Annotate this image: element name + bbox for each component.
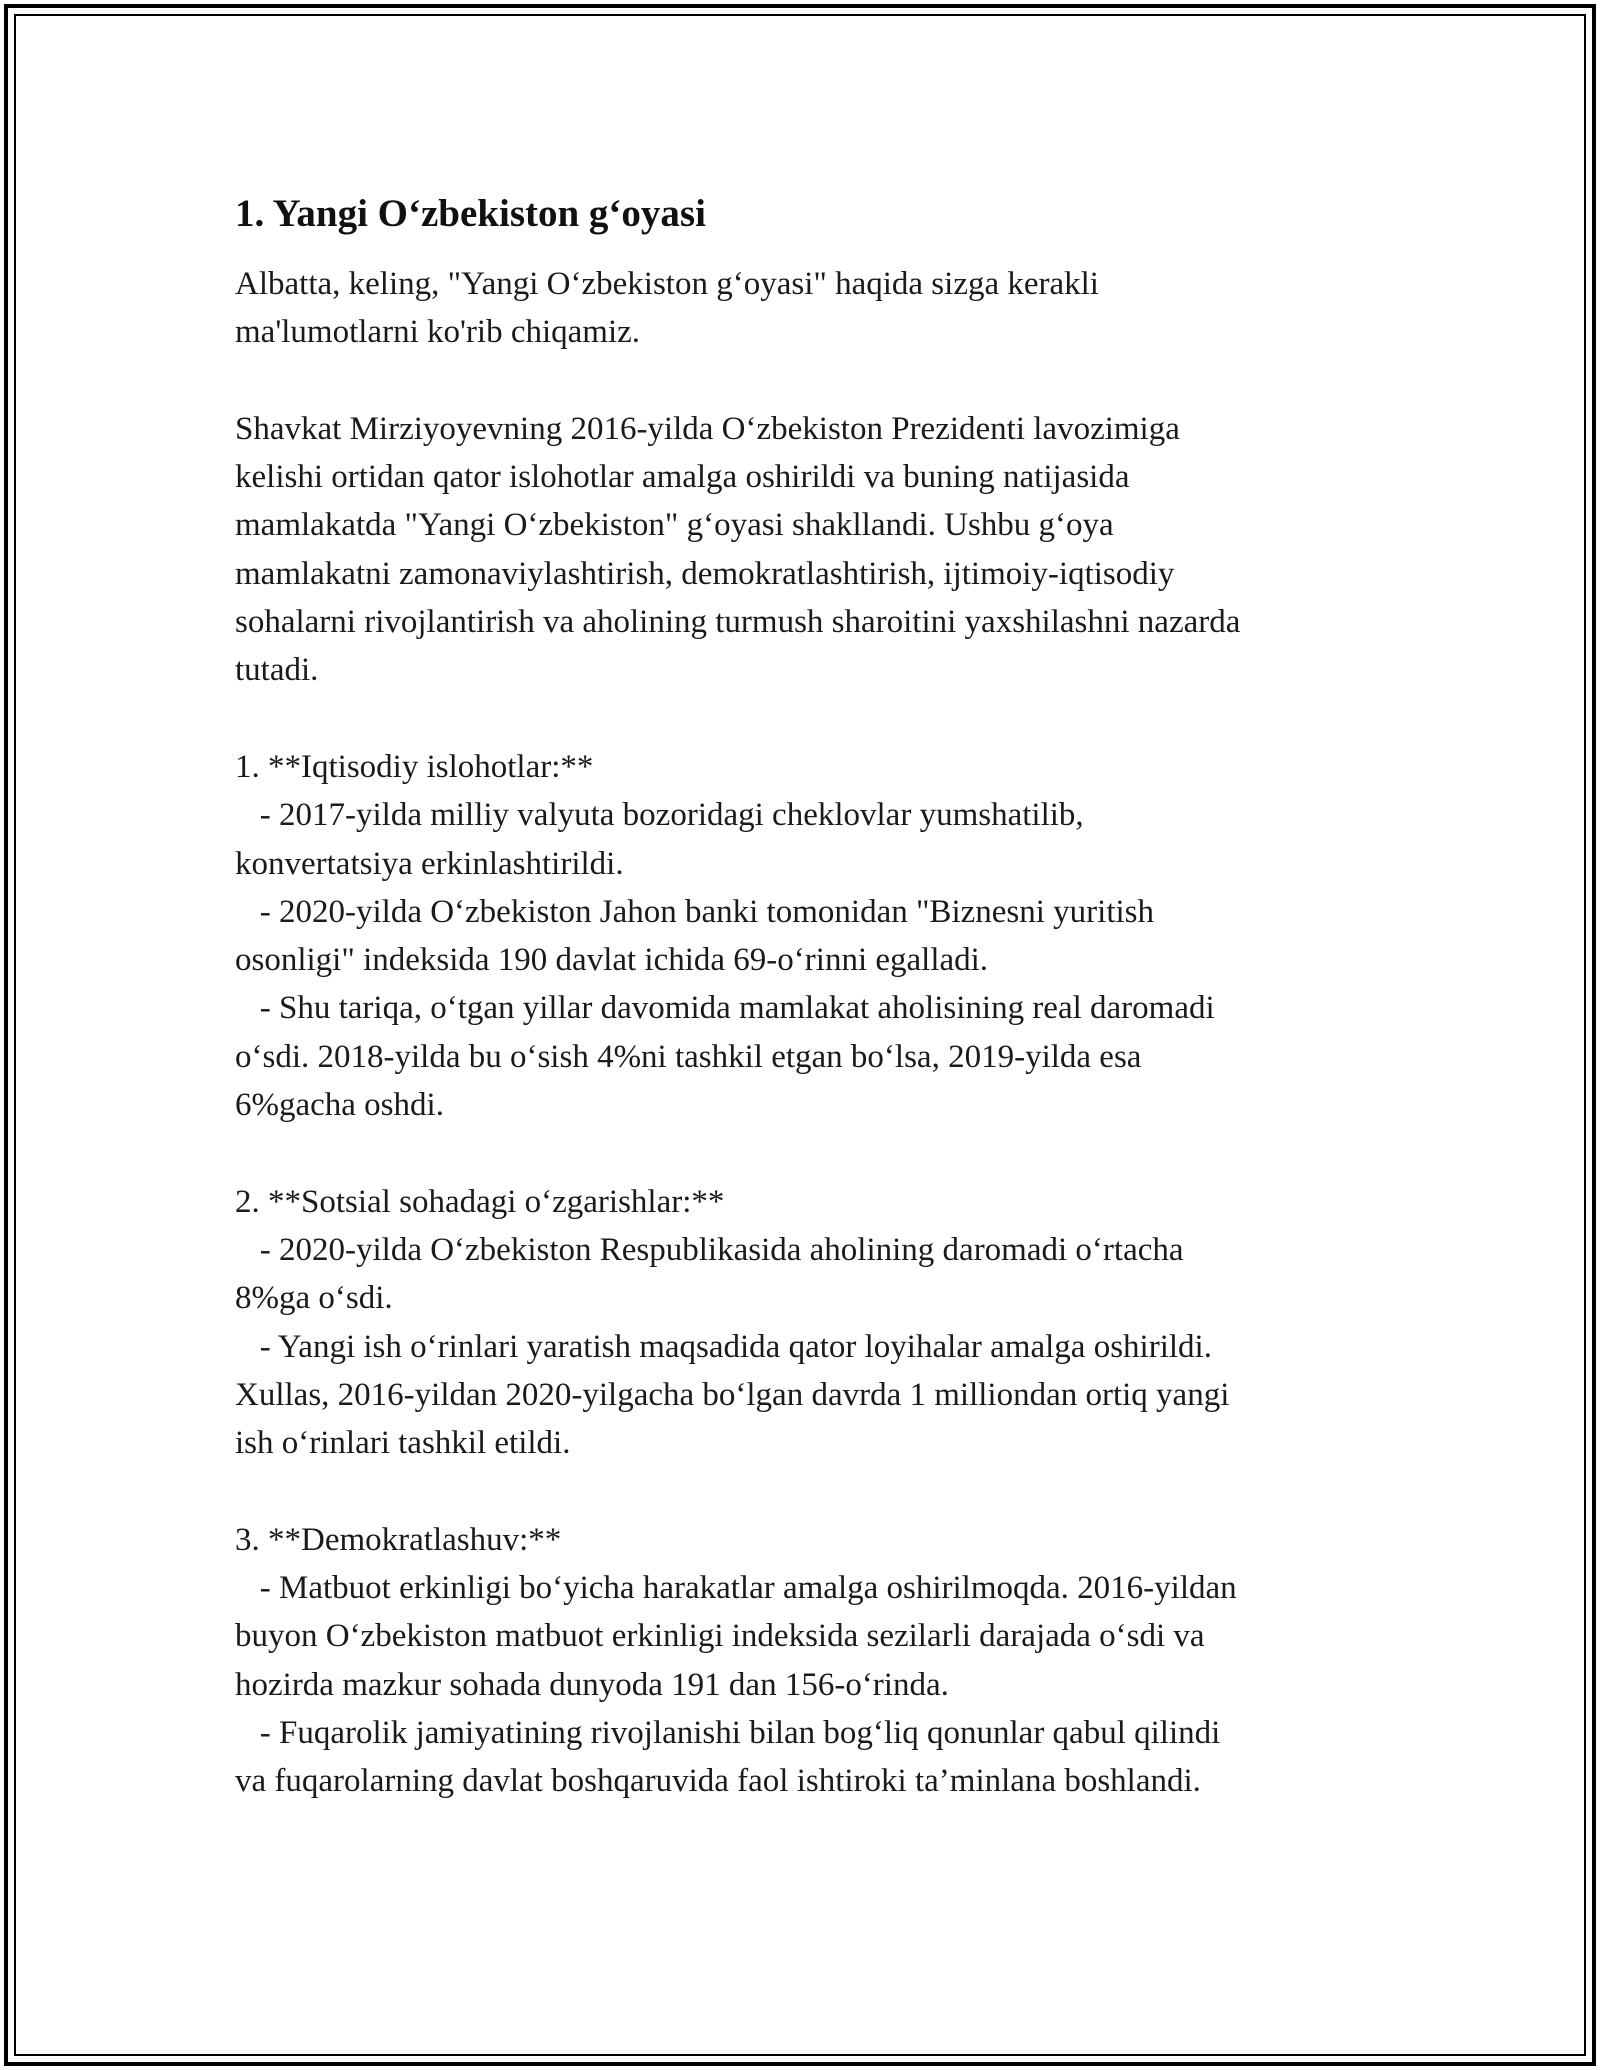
document-page <box>235 188 1365 1806</box>
document-body: Albatta, keling, "Yangi O‘zbekiston g‘oyasi" haqida sizga kerakli ma'lumotlarni ko'rib chiqamiz. Shavkat Mirziyoyevning 2016-yilda O‘zbekiston Prezidenti lavozimiga kelishi ortidan qator islohotlar amalga oshirildi va buning natijasida mamlakatda "Yangi O‘zbekiston" g‘oyasi shakllandi. Ushbu g‘oya mamlakatni zamonaviylashtirish, demokratlashtirish, ijtimoiy-iqtisodiy sohalarni rivojlantirish va aholining turmush sharoitini yaxshilashni nazarda tutadi. 1. **Iqtisodiy islohotlar:** - 2017-yilda milliy valyuta bozoridagi cheklovlar yumshatilib, konvertatsiya erkinlashtirildi. - 2020-yilda O‘zbekiston Jahon banki tomonidan "Biznesni yuritish osonligi" indeksida 190 davlat ichida 69-o‘rinni egalladi. - Shu tariqa, o‘tgan yillar davomida mamlakat aholisining real daromadi o‘sdi. 2018-yilda bu o‘sish 4%ni tashkil etgan bo‘lsa, 2019-yilda esa 6%gacha oshdi. 2. **Sotsial sohadagi o‘zgarishlar:** - 2020-yilda O‘zbekiston Respublikasida aholining daromadi o‘rtacha 8%ga o‘sdi. - Yangi ish o‘rinlari yaratish maqsadida qator loyihalar amalga oshirildi. Xullas, 2016-yildan 2020-yilgacha bo‘lgan davrda 1 milliondan ortiq yangi ish o‘rinlari tashkil etildi. 3. **Demokratlashuv:** - Matbuot erkinligi bo‘yicha harakatlar amalga oshirilmoqda. 2016-yildan buyon O‘zbekiston matbuot erkinligi indeksida sezilarli darajada o‘sdi va hozirda mazkur sohada dunyoda 191 dan 156-o‘rinda. - Fuqarolik jamiyatining rivojlanishi bilan bog‘liq qonunlar qabul qilindi va fuqarolarning davlat boshqaruvida faol ishtiroki ta’minlana boshlandi. <box>235 266 1241 1800</box>
document-title: 1. Yangi O‘zbekiston g‘oyasi <box>235 192 706 235</box>
